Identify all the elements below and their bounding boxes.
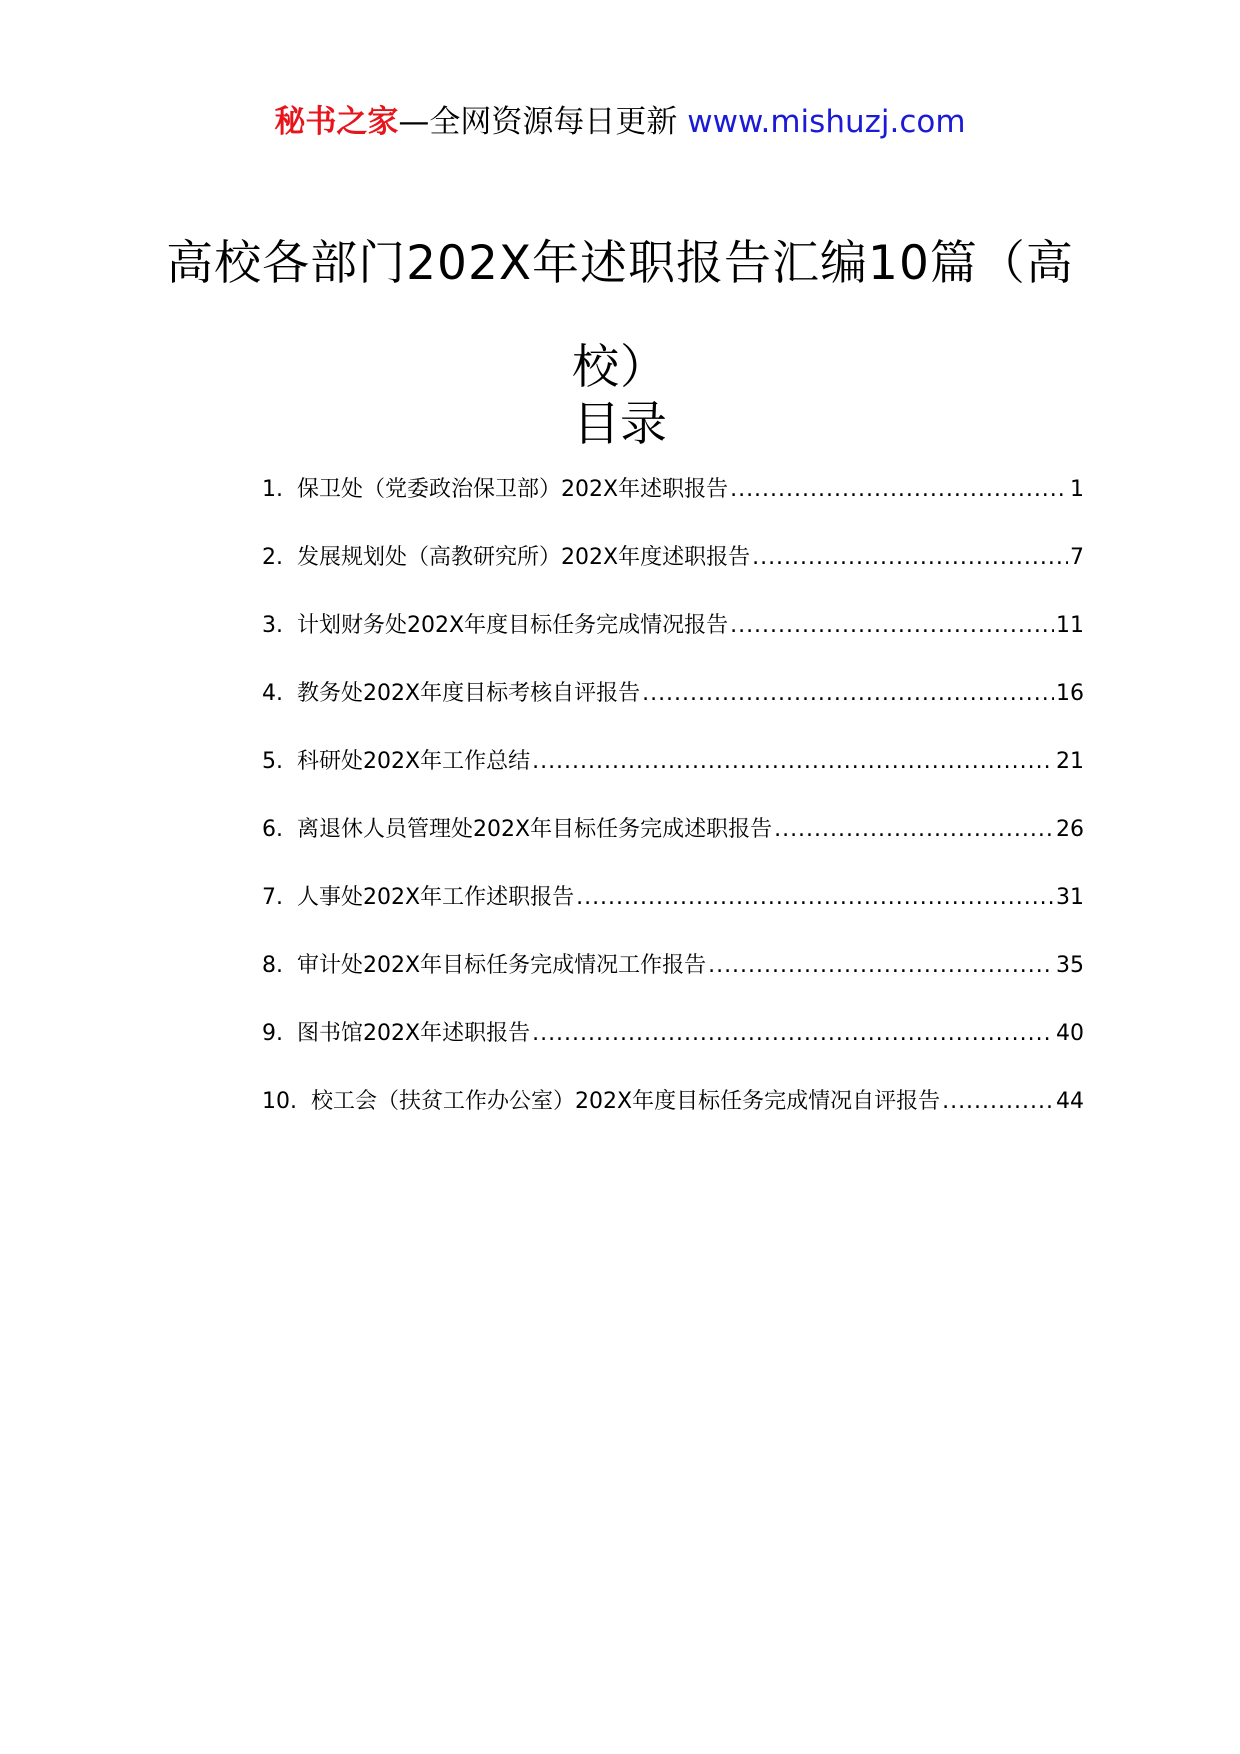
site-url-link[interactable]: www.mishuzj.com [687, 104, 966, 140]
toc-entry-number: 6. [262, 817, 283, 842]
toc-entry[interactable] [262, 1014, 1084, 1082]
table-of-contents [262, 470, 1084, 1150]
toc-entry-title: 教务处202X年度目标考核自评报告 [297, 681, 641, 706]
toc-entry-number: 4. [262, 681, 283, 706]
toc-entry[interactable] [262, 538, 1084, 606]
toc-entry-number: 5. [262, 749, 283, 774]
toc-entry-title: 人事处202X年工作述职报告 [297, 885, 575, 910]
toc-entry-title: 发展规划处（高教研究所）202X年度述职报告 [297, 545, 751, 570]
toc-entry-title: 保卫处（党委政治保卫部）202X年述职报告 [297, 477, 729, 502]
toc-entry[interactable] [262, 674, 1084, 742]
toc-entry-number: 2. [262, 545, 283, 570]
toc-entry-title: 校工会（扶贫工作办公室）202X年度目标任务完成情况自评报告 [311, 1089, 941, 1114]
toc-leader-dots [642, 674, 1054, 714]
toc-entry-title: 计划财务处202X年度目标任务完成情况报告 [297, 613, 729, 638]
toc-leader-dots [708, 946, 1054, 986]
toc-entry[interactable] [262, 606, 1084, 674]
toc-leader-dots [532, 742, 1054, 782]
toc-leader-dots [576, 878, 1054, 918]
toc-entry-page: 16 [1056, 681, 1084, 706]
toc-leader-dots [942, 1082, 1054, 1122]
toc-leader-dots [532, 1014, 1054, 1054]
toc-entry-page: 26 [1056, 817, 1084, 842]
toc-entry-page: 1 [1070, 477, 1084, 502]
toc-entry-page: 40 [1056, 1021, 1084, 1046]
toc-entry[interactable] [262, 878, 1084, 946]
toc-heading: 目录 [573, 397, 667, 452]
toc-leader-dots [730, 606, 1054, 646]
toc-entry-title: 图书馆202X年述职报告 [297, 1021, 531, 1046]
toc-entry-number: 3. [262, 613, 283, 638]
toc-entry-number: 8. [262, 953, 283, 978]
toc-entry-page: 7 [1070, 545, 1084, 570]
toc-leader-dots [730, 470, 1068, 510]
toc-entry[interactable] [262, 810, 1084, 878]
toc-entry-page: 44 [1056, 1089, 1084, 1114]
toc-entry-title: 审计处202X年目标任务完成情况工作报告 [297, 953, 707, 978]
brand-name: 秘书之家 [274, 104, 399, 140]
document-title: 高校各部门202X年述职报告汇编10篇（高校） [166, 236, 1074, 395]
toc-entry-page: 35 [1056, 953, 1084, 978]
toc-entry-page: 31 [1056, 885, 1084, 910]
toc-entry-page: 21 [1056, 749, 1084, 774]
toc-leader-dots [774, 810, 1054, 850]
header-tagline: —全网资源每日更新 [398, 104, 688, 140]
toc-entry-title: 离退休人员管理处202X年目标任务完成述职报告 [297, 817, 773, 842]
toc-entry[interactable] [262, 1082, 1084, 1150]
toc-entry-number: 1. [262, 477, 283, 502]
toc-entry-number: 9. [262, 1021, 283, 1046]
toc-entry-title: 科研处202X年工作总结 [297, 749, 531, 774]
toc-leader-dots [752, 538, 1068, 578]
toc-entry-number: 7. [262, 885, 283, 910]
toc-entry-number: 10. [262, 1089, 297, 1114]
toc-entry[interactable] [262, 946, 1084, 1014]
toc-entry[interactable] [262, 470, 1084, 538]
toc-entry-page: 11 [1056, 613, 1084, 638]
toc-entry[interactable] [262, 742, 1084, 810]
site-header [0, 100, 1240, 144]
